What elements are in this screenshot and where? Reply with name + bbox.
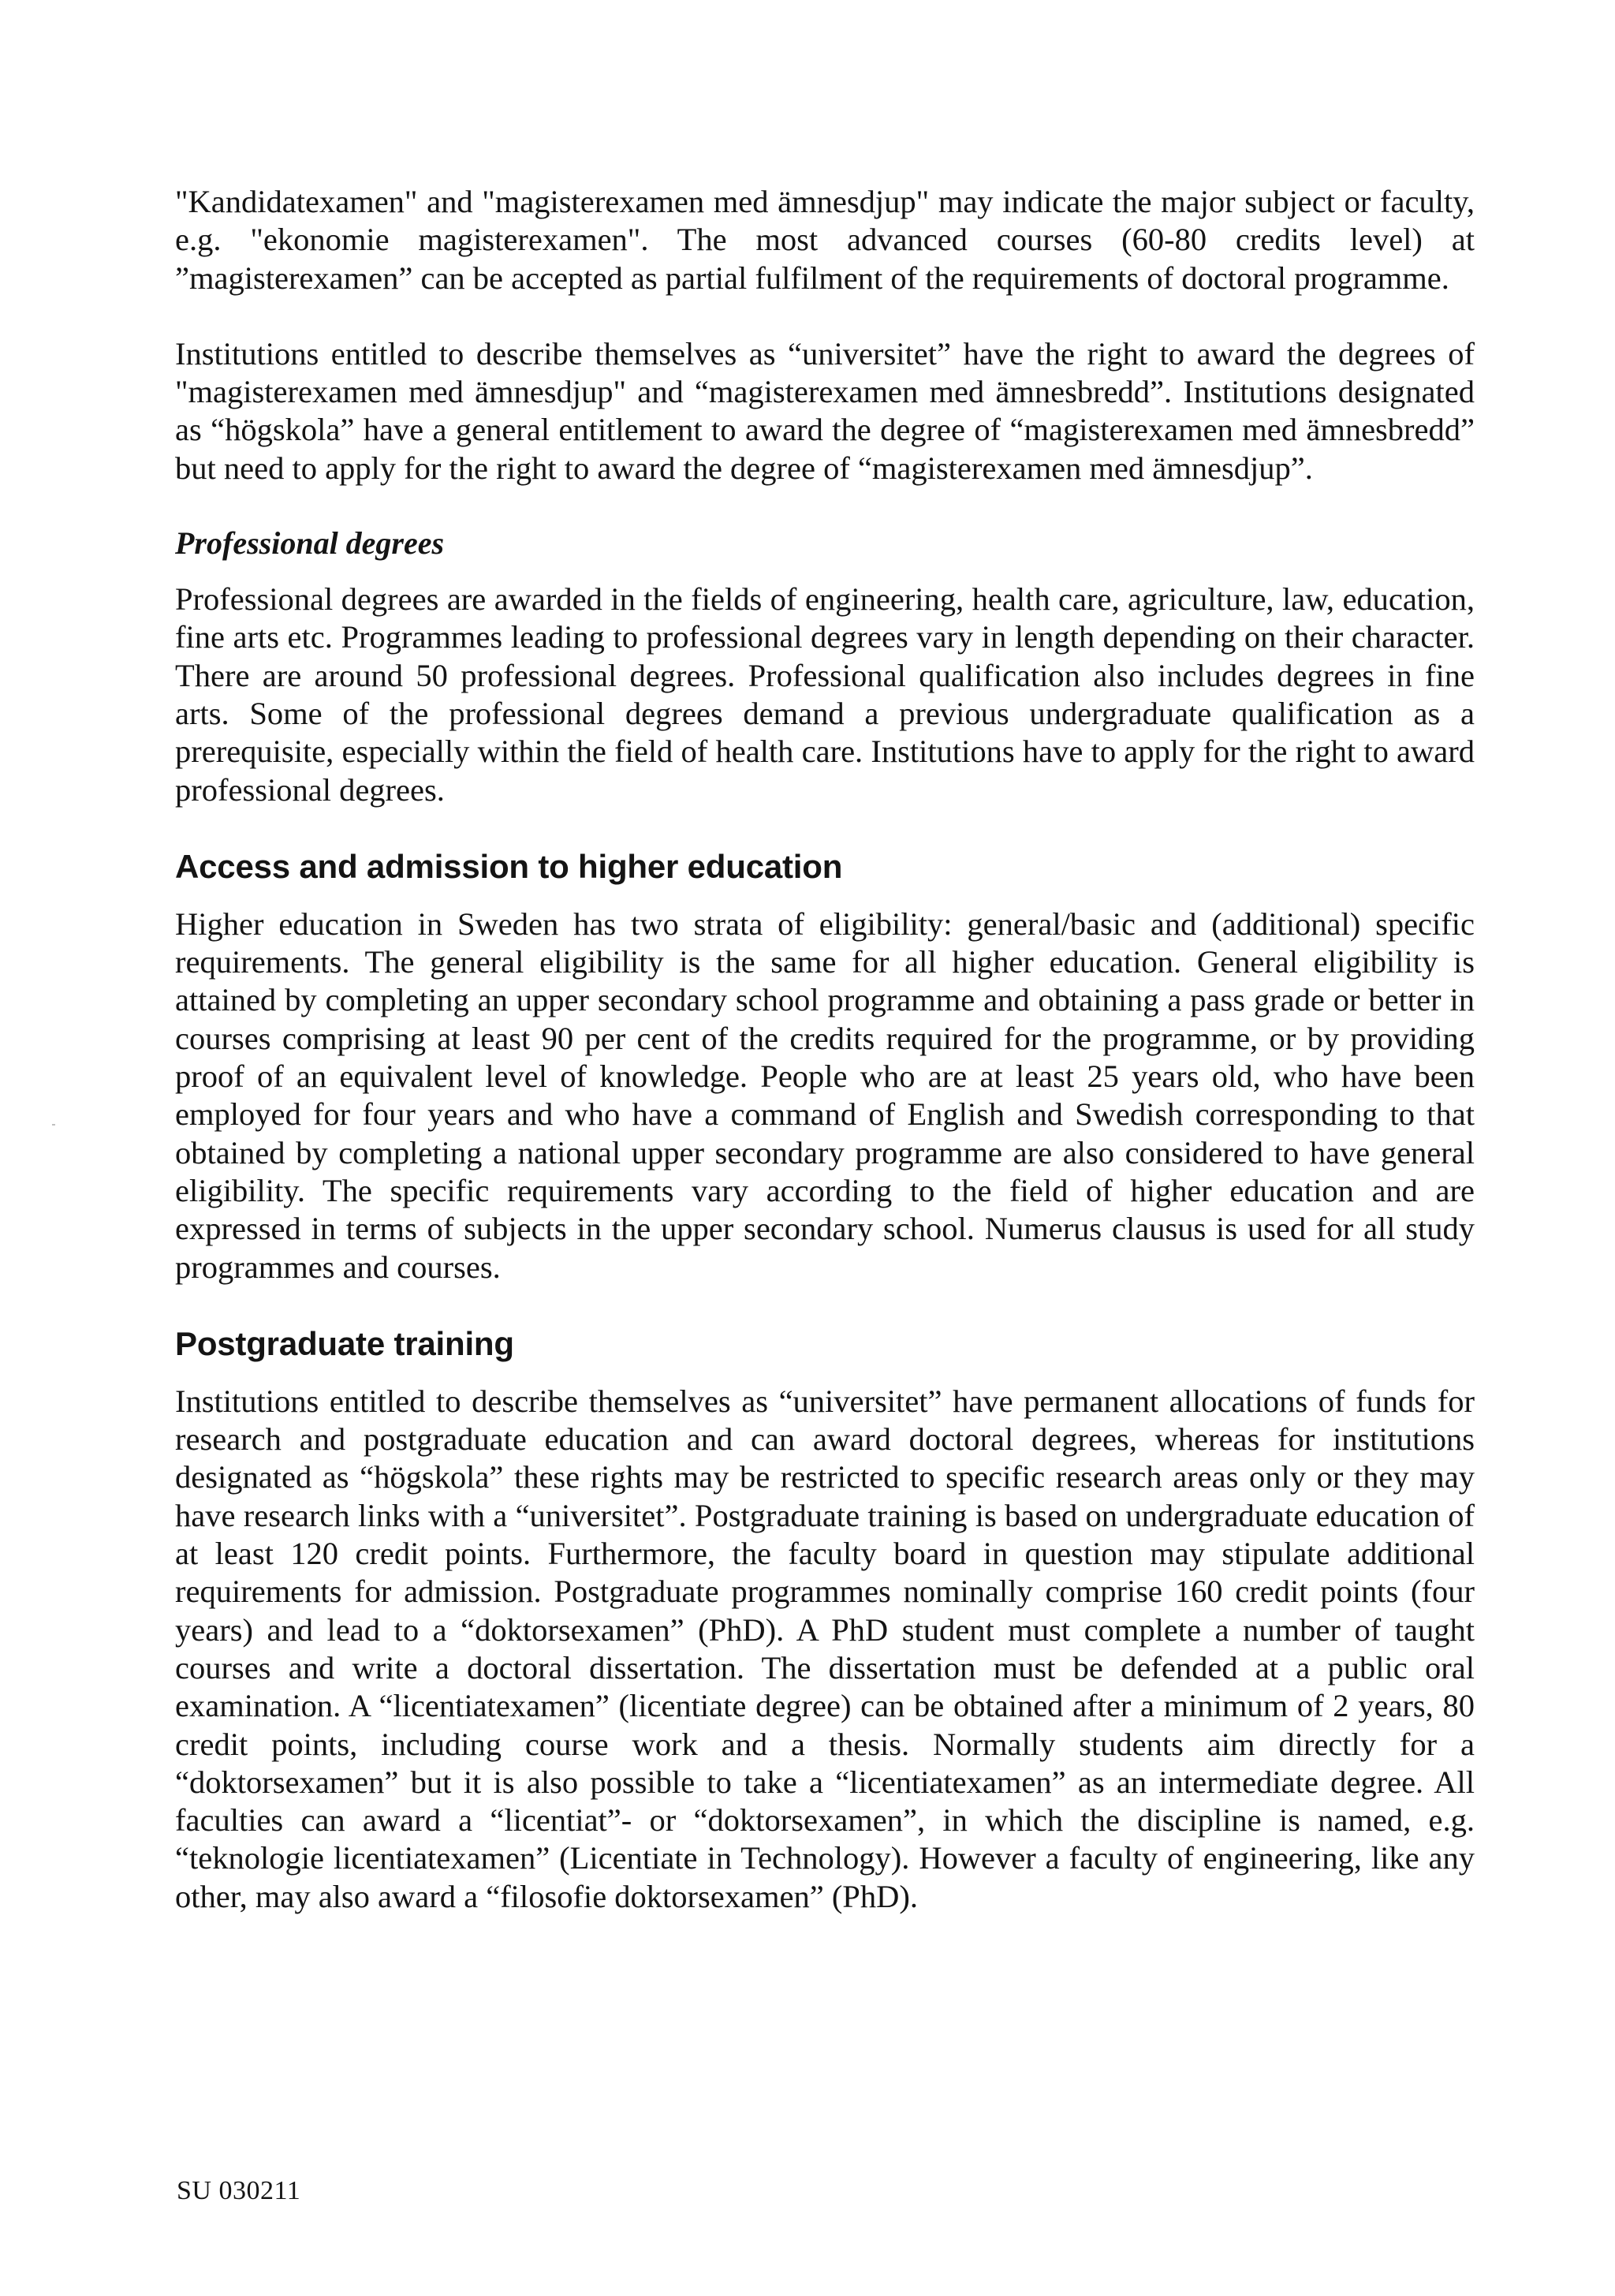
professional-degrees-heading: Professional degrees bbox=[175, 525, 445, 562]
intro-paragraph-institutions: Institutions entitled to describe themselves as “universitet” have the right to award the degrees of "magisterexamen med ämnesdjup" and “magisterexamen med ämnesbredd”. Institutions designated as “högskola” have a general entitlement to award the degree of “magisterexamen med ämnesbredd” but need to apply for the right to award the degree of “magisterexamen med ämnesdjup”. bbox=[175, 335, 1475, 486]
document-reference-code: SU 030211 bbox=[177, 2176, 301, 2205]
postgraduate-training-heading: Postgraduate training bbox=[175, 1324, 514, 1362]
postgraduate-training-paragraph: Institutions entitled to describe themselves as “universitet” have permanent allocations of funds for research and postgraduate education and can award doctoral degrees, whereas for institutions designated as “högskola” these rights may be restricted to specific research areas only or they may have research links with a “universitet”. Postgraduate training is based on undergraduate education of at least 120 credit points. Furthermore, the faculty board in question may stipulate additional requirements for admission. Postgraduate programmes nominally comprise 160 credit points (four years) and lead to a “doktorsexamen” (PhD). A PhD student must complete a number of taught courses and write a doctoral dissertation. The dissertation must be defended at a public oral examination. A “licentiatexamen” (licentiate degree) can be obtained after a minimum of 2 years, 80 credit points, including course work and a thesis. Normally students aim directly for a “doktorsexamen” but it is also possible to take a “licentiatexamen” as an intermediate degree. All faculties can award a “licentiat”- or “doktorsexamen”, in which the discipline is named, e.g. “teknologie licentiatexamen” (Licentiate in Technology). However a faculty of engineering, like any other, may also award a “filosofie doktorsexamen” (PhD). bbox=[175, 1383, 1475, 1914]
professional-degrees-paragraph: Professional degrees are awarded in the fields of engineering, health care, agriculture, law, education, fine arts etc. Programmes leading to professional degrees vary in length depending on their character. There are around 50 professional degrees. Professional qualification also includes degrees in fine arts. Some of the professional degrees demand a previous undergraduate qualification as a prerequisite, especially within the field of health care. Institutions have to apply for the right to award professional degrees. bbox=[175, 581, 1475, 808]
scan-margin-mark bbox=[52, 1124, 55, 1126]
access-admission-heading: Access and admission to higher education bbox=[175, 847, 843, 885]
intro-paragraph-degrees: "Kandidatexamen" and "magisterexamen med ämnesdjup" may indicate the major subject or faculty, e.g. "ekonomie magisterexamen". The most advanced courses (60-80 credits level) at ”magisterexamen” can be accepted as partial fulfilment of the requirements of doctoral programme. bbox=[175, 184, 1475, 296]
access-admission-paragraph: Higher education in Sweden has two strata of eligibility: general/basic and (additional) specific requirements. The general eligibility is the same for all higher education. General eligibility is attained by completing an upper secondary school programme and obtaining a pass grade or better in courses comprising at least 90 per cent of the credits required for the programme, or by providing proof of an equivalent level of knowledge. People who are at least 25 years old, who have been employed for four years and who have a command of English and Swedish corresponding to that obtained by completing a national upper secondary programme are also considered to have general eligibility. The specific requirements vary according to the field of higher education and are expressed in terms of subjects in the upper secondary school. Numerus clausus is used for all study programmes and courses. bbox=[175, 905, 1475, 1285]
page-body bbox=[175, 183, 1475, 1916]
